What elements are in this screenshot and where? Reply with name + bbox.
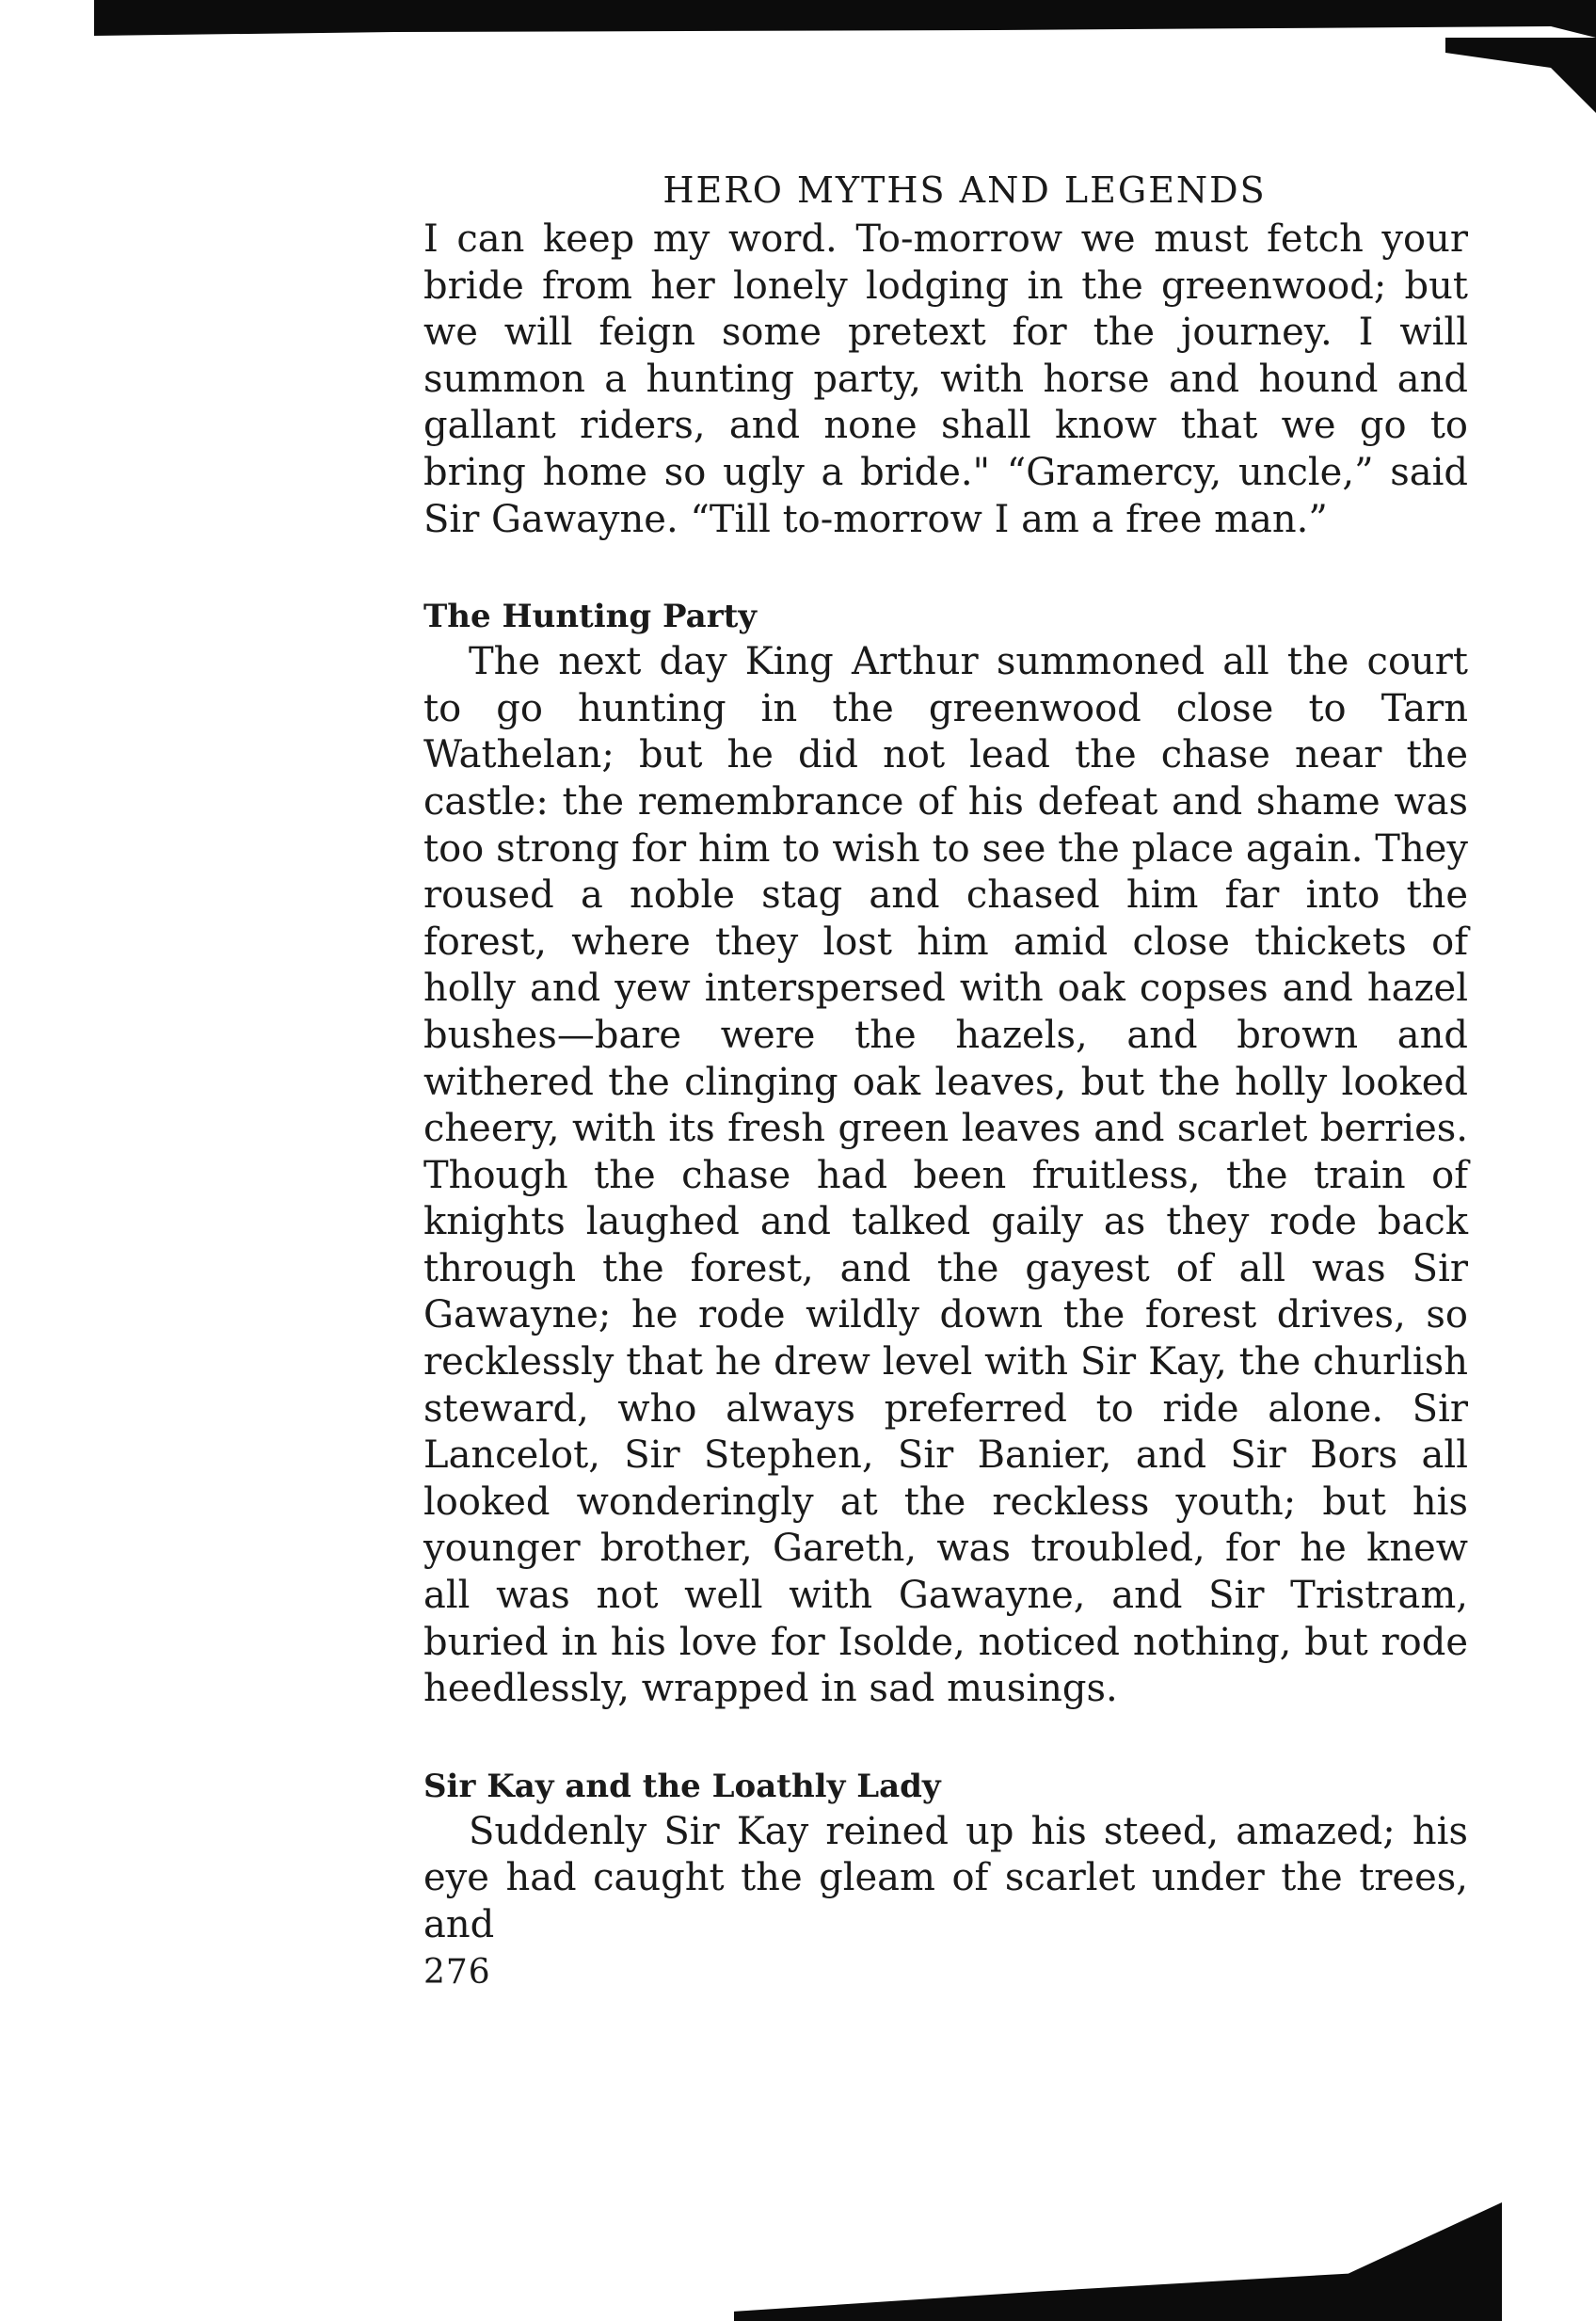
running-head: HERO MYTHS AND LEGENDS — [662, 169, 1267, 211]
opening-paragraph: I can keep my word. To-morrow we must fetch your bride from her lonely lodging in the greenwood; but we will feign some pretext for the journey. I will summon a hunting party, with horse and hound and gallant riders, and none shall know that we go to bring home so ugly a bride." “Gramercy, uncle,” said Sir Gawayne. “Till to-morrow I am a free man.” — [423, 217, 1468, 541]
scan-edge-top-corner — [1445, 38, 1596, 113]
paragraph-hunting-party: The next day King Arthur summoned all the court to go hunting in the greenwood close to Tarn Wathelan; but he did not lead the chase near the castle: the remembrance of his defeat and shame was too strong for him to wish to see the place again. They roused a noble stag and chased him far into the forest, where they lost him amid close thickets of holly and yew interspersed with oak copses and hazel bushes—bare were the hazels, and brown and withered the clinging oak leaves, but the holly looked cheery, with its fresh green leaves and scarlet berries. Though the chase had been fruitless, the train of knights laughed and talked gaily as they rode back through the forest, and the gayest of all was Sir Gawayne; he rode wildly down the forest drives, so recklessly that he drew level with Sir Kay, the churlish steward, who always preferred to ride alone. Sir Lancelot, Sir Stephen, Sir Banier, and Sir Bors all looked wonderingly at the reckless youth; but his younger brother, Gareth, was troubled, for he knew all was not well with Gawayne, and Sir Tristram, buried in his love for Isolde, noticed nothing, but rode heedlessly, wrapped in sad musings. — [423, 640, 1468, 1711]
page-number: 276 — [423, 1952, 491, 1992]
scan-edge-top — [94, 0, 1596, 38]
book-page — [423, 169, 1468, 1992]
scan-edge-bottom — [734, 2202, 1502, 2321]
section-heading-loathly-lady: Sir Kay and the Loathly Lady — [423, 1767, 941, 1805]
paragraph-loathly-lady: Suddenly Sir Kay reined up his steed, amazed; his eye had caught the gleam of scarlet under the trees, and — [423, 1809, 1468, 1946]
section-heading-hunting-party: The Hunting Party — [423, 598, 758, 636]
